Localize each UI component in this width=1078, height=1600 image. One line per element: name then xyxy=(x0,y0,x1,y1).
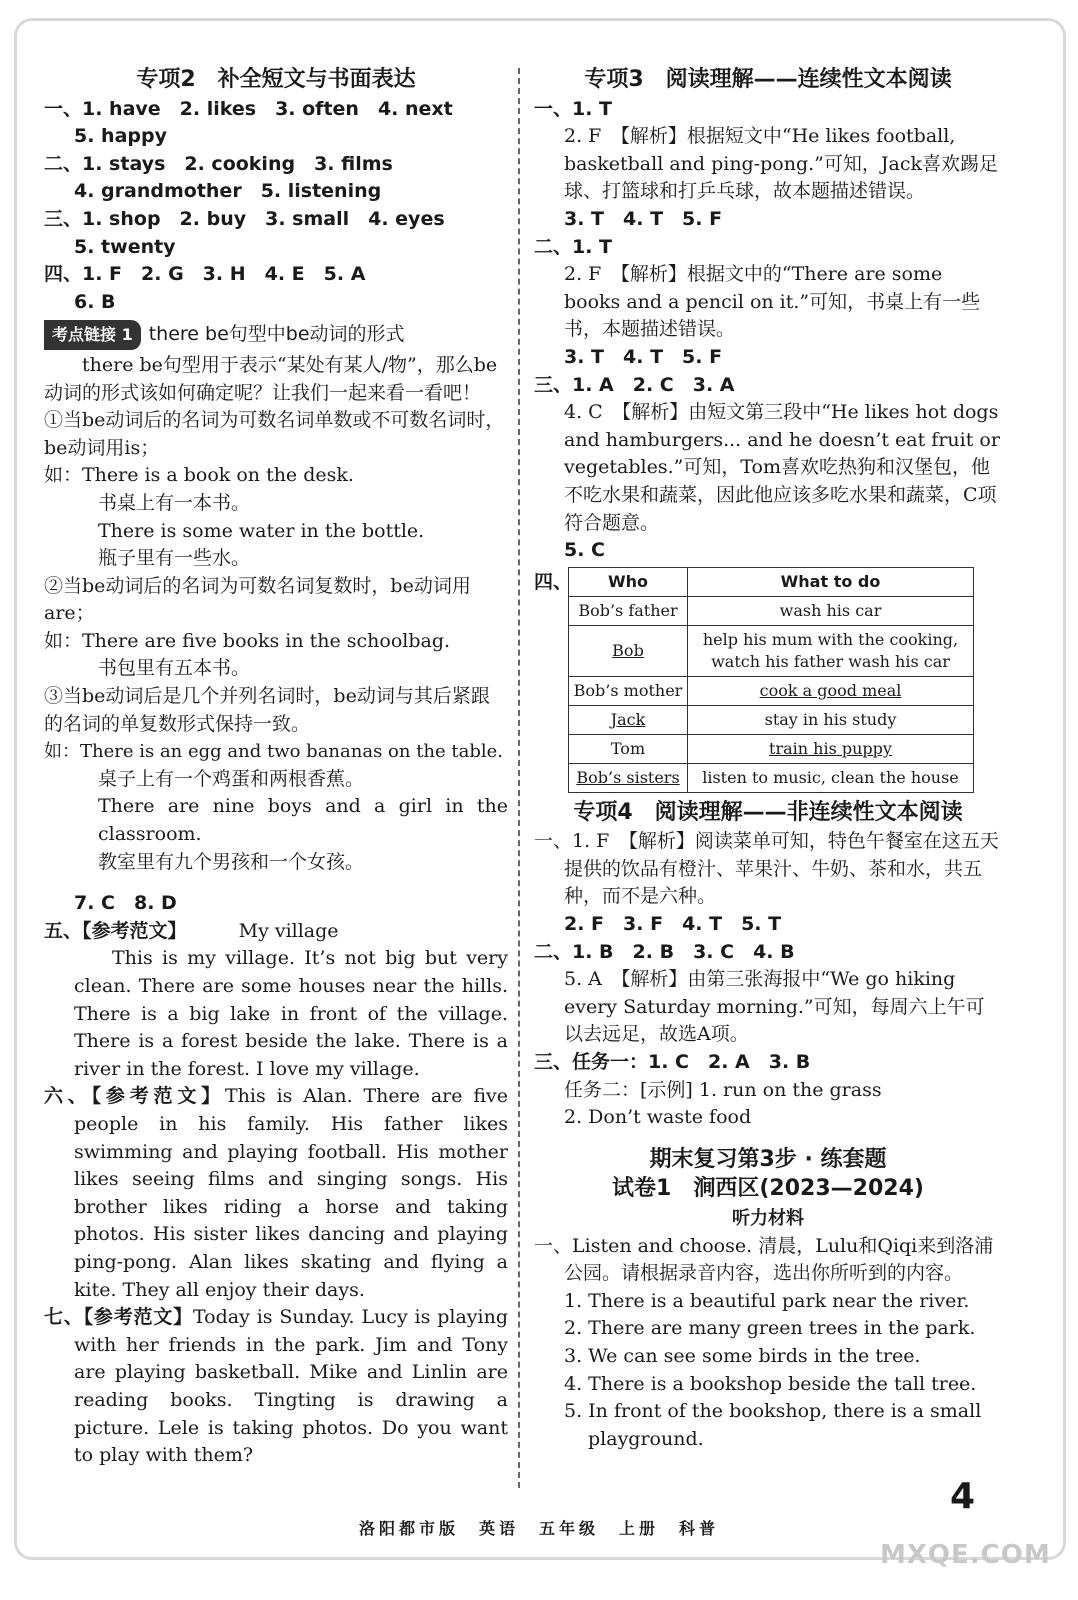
answer-line: 5. happy xyxy=(74,125,167,148)
answer-line: 三、任务一：1. C 2. A 3. B xyxy=(534,1051,811,1074)
table-header-who: Who xyxy=(569,567,688,596)
table-cell: Jack xyxy=(569,705,688,734)
answer-line: 二、1. B 2. B 3. C 4. B xyxy=(534,940,795,963)
who-what-table xyxy=(568,567,974,793)
answer-line: 一、1. have 2. likes 3. often 4. next xyxy=(44,97,453,120)
answer-line: 2. Don’t waste food xyxy=(564,1106,752,1129)
example: 如：There is a book on the desk. xyxy=(44,464,354,487)
answer-line: 任务二：[示例] 1. run on the grass xyxy=(564,1078,882,1101)
essay-6 xyxy=(44,1083,508,1304)
essay-7-body: Today is Sunday. Lucy is playing with her friends in the park. Jim and Tony are playing basketball. Mike and Linlin are reading books. Tingting is drawing a picture. Lele is taking photos. Do you want to play with them? xyxy=(74,1306,508,1467)
essay-5-label: 五、【参考范文】 xyxy=(44,919,187,942)
answer-explanation: 一、1. F 【解析】阅读菜单可知，特色午餐室在这五天提供的饮品有橙汁、苹果汁、牛奶、茶和水，共五种，而不是六种。 xyxy=(534,830,999,908)
table-row xyxy=(569,705,974,734)
answer-line: 三、1. A 2. C 3. A xyxy=(534,373,735,396)
example: There are nine boys and a girl in the classroom. xyxy=(98,795,508,846)
watermark-text: MXQE.COM xyxy=(880,1540,1051,1570)
listening-item: 2. There are many green trees in the park. xyxy=(564,1317,976,1340)
rule-2: ②当be动词后的名词为可数名词复数时，be动词用are； xyxy=(44,574,471,625)
essay-5-body: This is my village. It’s not big but very clean. There are some houses near the hills. There is a big lake in front of the village. There is a forest beside the lake. There is a river in the forest. I love my village. xyxy=(74,947,508,1080)
footer: 洛阳都市版 英语 五年级 上册 科普 xyxy=(358,1519,719,1538)
example: There is some water in the bottle. xyxy=(98,519,425,542)
knowledge-link-tag: 考点链接 1 xyxy=(44,320,141,350)
answer-line: 7. C 8. D xyxy=(74,892,177,915)
answer-explanation: 4. C 【解析】由短文第三段中“He likes hot dogs and hamburgers... and he doesn’t eat fruit or vegetables.”可知，Tom喜欢吃热狗和汉堡包，他不吃水果和蔬菜，因此他应该多吃水果和蔬菜，C项符合题意。 xyxy=(564,401,1000,534)
table-header-what: What to do xyxy=(688,567,974,596)
column-divider xyxy=(518,68,520,1488)
knowledge-intro: there be句型用于表示“某处有某人/物”，那么be动词的形式该如何确定呢？让我们一起来看一看吧！ xyxy=(44,353,498,404)
essay-5-title: My village xyxy=(238,919,339,942)
listening-item: 1. There is a beautiful park near the river. xyxy=(564,1289,970,1312)
essay-5-header xyxy=(44,918,508,946)
answer-line: 2. F 3. F 4. T 5. T xyxy=(564,913,782,936)
table-label: 四、 xyxy=(534,570,573,593)
test-paper-title: 试卷1 涧西区(2023—2024) xyxy=(612,1176,924,1202)
example: 如：There are five books in the schoolbag. xyxy=(44,629,451,652)
answer-line: 3. T 4. T 5. F xyxy=(564,207,723,230)
table-header-row xyxy=(569,567,974,596)
example-translation: 瓶子里有一些水。 xyxy=(98,547,251,570)
knowledge-link-title: there be句型中be动词的形式 xyxy=(148,323,405,346)
answer-line: 6. B xyxy=(74,290,116,313)
listening-item: 3. We can see some birds in the tree. xyxy=(564,1344,921,1367)
table-row xyxy=(569,596,974,625)
table-cell: Bob’s mother xyxy=(569,676,688,705)
answer-line: 二、1. T xyxy=(534,235,613,258)
answer-line: 三、1. shop 2. buy 3. small 4. eyes xyxy=(44,207,445,230)
table-cell: wash his car xyxy=(688,596,974,625)
answer-explanation: 2. F 【解析】根据文中的“There are some books and a pencil on it.”可知，书桌上有一些书，本题描述错误。 xyxy=(564,263,981,341)
essay-7 xyxy=(44,1304,508,1470)
table-row xyxy=(569,625,974,676)
table-cell: Bob’s father xyxy=(569,596,688,625)
answer-line: 4. grandmother 5. listening xyxy=(74,180,382,203)
listening-item: 5. In front of the bookshop, there is a small playground. xyxy=(564,1400,982,1450)
listening-item: 4. There is a bookshop beside the tall tree. xyxy=(564,1372,977,1395)
answer-explanation: 2. F 【解析】根据短文中“He likes football, basketball and ping-pong.”可知，Jack喜欢踢足球、打篮球和打乒乓球，故本题描述错误。 xyxy=(564,125,998,203)
rule-3: ③当be动词后是几个并列名词时，be动词与其后紧跟的名词的单复数形式保持一致。 xyxy=(44,685,490,735)
page-number: 4 xyxy=(950,1476,976,1517)
listening-instruction: 一、Listen and choose. 清晨，Lulu和Qiqi来到洛浦公园。请根据录音内容，选出你所听到的内容。 xyxy=(534,1234,994,1285)
example: 如：There is an egg and two bananas on the table. xyxy=(44,741,504,763)
table-row xyxy=(569,734,974,763)
section-4-title: 专项4 阅读理解——非连续性文本阅读 xyxy=(573,799,963,825)
table-row xyxy=(569,763,974,792)
example-translation: 桌子上有一个鸡蛋和两根香蕉。 xyxy=(98,767,365,790)
knowledge-link-header xyxy=(44,320,508,350)
table-cell: Bob xyxy=(569,625,688,676)
listening-material-title: 听力材料 xyxy=(732,1208,804,1229)
answer-line: 5. twenty xyxy=(74,235,176,258)
table-cell: Tom xyxy=(569,734,688,763)
table-cell: help his mum with the cooking, watch his father wash his car xyxy=(688,625,974,676)
table-row xyxy=(569,676,974,705)
rule-1: ①当be动词后的名词为可数名词单数或不可数名词时，be动词用is； xyxy=(44,409,505,459)
answer-line: 3. T 4. T 5. F xyxy=(564,345,723,368)
answer-line: 二、1. stays 2. cooking 3. films xyxy=(44,152,393,175)
example-translation: 书桌上有一本书。 xyxy=(98,491,251,514)
table-cell: train his puppy xyxy=(688,734,974,763)
table-block xyxy=(534,567,1002,793)
answer-line: 四、1. F 2. G 3. H 4. E 5. A xyxy=(44,263,366,286)
table-cell: stay in his study xyxy=(688,705,974,734)
table-cell: cook a good meal xyxy=(688,676,974,705)
essay-6-label: 六、【参考范文】 xyxy=(44,1085,225,1108)
right-column xyxy=(534,62,1002,1453)
answer-line: 5. C xyxy=(564,539,605,562)
table-cell: Bob’s sisters xyxy=(569,763,688,792)
section-2-title: 专项2 补全短文与书面表达 xyxy=(136,67,416,92)
answer-line: 一、1. T xyxy=(534,97,613,120)
section-3-title: 专项3 阅读理解——连续性文本阅读 xyxy=(584,67,952,92)
answer-explanation: 5. A 【解析】由第三张海报中“We go hiking every Saturday morning.”可知，每周六上午可以去远足，故选A项。 xyxy=(564,968,985,1046)
left-column xyxy=(44,62,508,1470)
table-cell: listen to music, clean the house xyxy=(688,763,974,792)
essay-7-label: 七、【参考范文】 xyxy=(44,1306,193,1329)
final-review-title: 期末复习第3步 · 练套题 xyxy=(649,1146,887,1172)
essay-6-body: This is Alan. There are five people in his family. His father likes swimming and playing football. His mother likes seeing films and singing songs. His brother likes riding a horse and taking photos. His sister likes dancing and playing ping-pong. Alan likes skating and flying a kite. They all enjoy their days. xyxy=(74,1085,508,1301)
example-translation: 书包里有五本书。 xyxy=(98,657,251,680)
example-translation: 教室里有九个男孩和一个女孩。 xyxy=(98,850,365,873)
